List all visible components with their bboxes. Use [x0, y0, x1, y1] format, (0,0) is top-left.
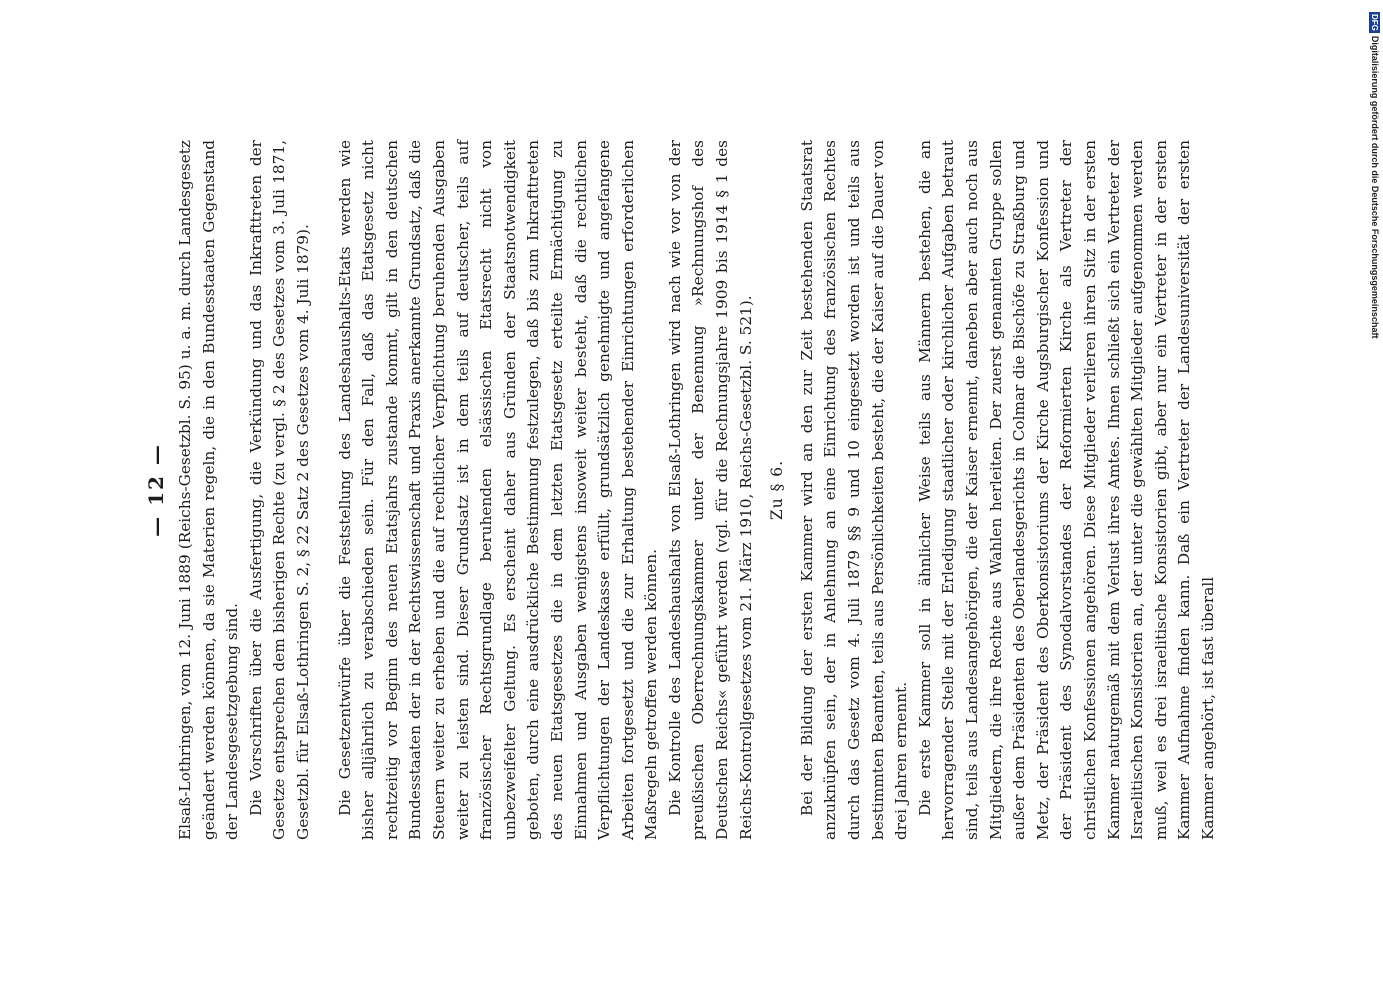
digitization-credit — [1369, 12, 1381, 990]
paragraph: Bei der Bildung der ersten Kammer wird an den zur Zeit bestehenden Staatsrat anzuknüpfen sein, der in Anlehnung an eine Einrichtung des französischen Rechtes durch das Gesetz vom 4. Juli 1879 §§ 9 und 10 eingesetzt worden ist und teils aus bestimmten Beamten, teils aus Persönlichkeiten besteht, die der Kaiser auf die Dauer von drei Jahren ernennt. — [797, 140, 911, 840]
digitization-credit-text: Digitalisierung gefördert durch die Deutsche Forschungsgemeinschaft — [1370, 35, 1380, 339]
paragraph-spacer — [316, 140, 334, 840]
paragraph: Die erste Kammer soll in ähnlicher Weise teils aus Männern bestehen, die an hervorragender Stelle mit der Erledigung staatlicher oder kirchlicher Aufgaben betraut sind, teils aus Landesangehörigen, die der Kaiser ernennt, daneben aber auch noch aus Mitgliedern, die ihre Rechte aus Wahlen herleiten. Der zuerst genannten Gruppe sollen außer dem Präsidenten des Oberlandesgerichts in Colmar die Bischöfe zu Straßburg und Metz, der Präsident des Oberkonsistoriums der Kirche Augsburgischer Konfession und der Präsident des Synodalvorstandes der Reformierten Kirche als Vertreter der christlichen Konfessionen angehören. Diese Mitglieder verlieren ihren Sitz in der ersten Kammer naturgemäß mit dem Verlust ihres Amtes. Ihnen schließt sich ein Vertreter der Israelitischen Konsistorien an, der unter die gewählten Mitglieder aufgenommen werden muß, weil es drei israelitische Konsistorien gibt, aber nur ein Vertreter in der ersten Kammer Aufnahme finden kann. Daß ein Vertreter der Landesuniversität der ersten Kammer angehört, ist fast überall — [915, 140, 1217, 840]
rotated-document-page — [140, 140, 1217, 840]
section-heading: Zu § 6. — [768, 459, 787, 521]
paragraph-continuation: Elsaß-Lothringen, vom 12. Juni 1889 (Reichs-Gesetzbl. S. 95) u. a. m. durch Landesgesetz geändert werden können, da sie Materien regeln, die in den Bundesstaaten Gegenstand der Landesgesetzgebung sind. — [176, 140, 242, 840]
dfg-logo: DFG — [1370, 14, 1379, 31]
document-body — [174, 140, 1221, 840]
paragraph: Die Gesetzentwürfe über die Feststellung des Landeshaushalts-Etats werden wie bisher alljährlich zu verabschieden sein. Für den Fall, daß das Etatsgesetz nicht rechtzeitig vor Beginn des neuen Etatsjahrs zustande kommt, gilt in den deutschen Bundesstaaten der in der Rechtswissenschaft und Praxis anerkannte Grundsatz, daß die Steuern weiter zu erheben und die auf rechtlicher Verpflichtung beruhenden Ausgaben weiter zu leisten sind. Dieser Grundsatz ist in dem teils auf deutscher, teils auf französischer Rechtsgrundlage beruhenden elsässischen Etatsrecht nicht von unbezweifelter Geltung. Es erscheint daher aus Gründen der Staatsnotwendigkeit geboten, durch eine ausdrückliche Bestimmung festzulegen, daß bis zum Inkrafttreten des neuen Etatsgesetzes die in dem letzten Etatsgesetz erteilte Ermächtigung zu Einnahmen und Ausgaben wenigstens insoweit weiter besteht, daß die rechtlichen Verpflichtungen der Landeskasse erfüllt, grundsätzlich genehmigte und angefangene Arbeiten fortgesetzt und die zur Erhaltung bestehender Einrichtungen erforderlichen Maßregeln getroffen werden können. — [335, 140, 661, 840]
paragraph: Die Kontrolle des Landeshaushalts von Elsaß-Lothringen wird nach wie vor von der preußischen Oberrechnungskammer unter der Benennung »Rechnungshof des Deutschen Reichs« geführt werden (vgl. für die Rechnungsjahre 1909 bis 1914 § 1 des Reichs-Kontrollgesetzes vom 21. März 1910, Reichs-Gesetzbl. S. 521). — [665, 140, 755, 840]
page-number: — 12 — — [144, 443, 168, 537]
paragraph: Die Vorschriften über die Ausfertigung, die Verkündung und das Inkrafttreten der Gesetze entsprechen dem bisherigen Rechte (zu vergl. § 2 des Gesetzes vom 3. Juli 1871, Gesetzbl. für Elsaß-Lothringen S. 2, § 22 Satz 2 des Gesetzes vom 4. Juli 1879). — [246, 140, 312, 840]
